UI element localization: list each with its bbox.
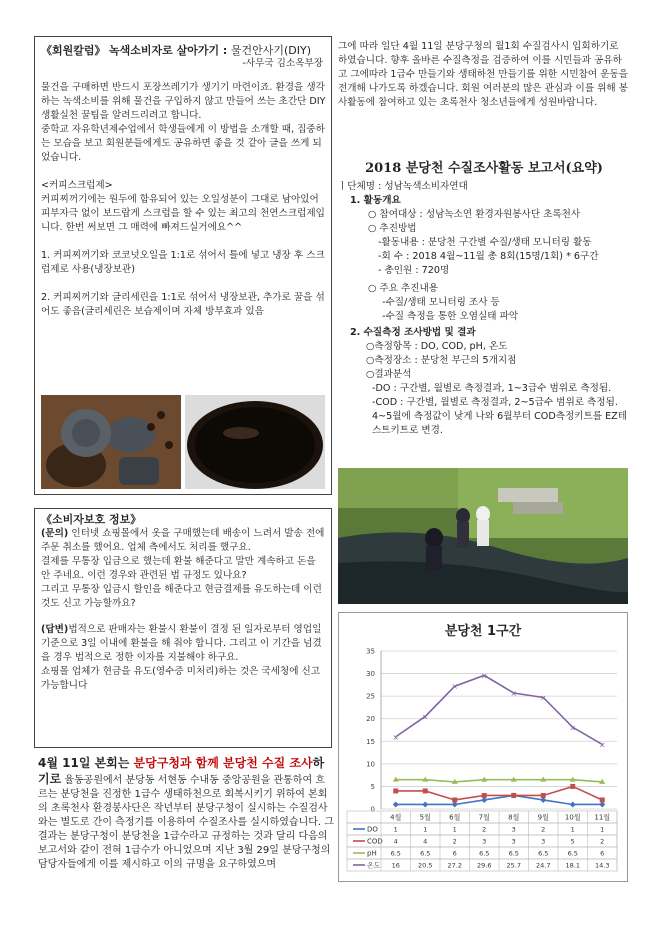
series-line (396, 675, 603, 744)
legend-label: 온도 (367, 861, 381, 870)
data-label: 3 (482, 837, 487, 846)
data-point (511, 793, 516, 798)
data-label: 1 (423, 825, 428, 834)
data-label: 20.5 (418, 861, 433, 870)
data-label: 6.5 (479, 849, 490, 858)
answer-label: (답변) (41, 624, 69, 635)
legend-label: DO (367, 825, 378, 834)
report-line: ○ 참여대상 : 성남녹소연 환경자원봉사단 초록천사 (368, 209, 581, 220)
data-label: 1 (570, 825, 575, 834)
data-point: × (598, 740, 606, 750)
data-point (393, 801, 399, 807)
data-point (600, 797, 605, 802)
data-label: 1 (393, 825, 398, 834)
section-title: 《소비자보호 정보》 (41, 513, 142, 526)
x-tick-label: 6월 (449, 813, 461, 822)
data-label: 6 (452, 849, 457, 858)
report-line: -회 수 : 2018 4월~11월 총 8회(15명/1회) * 6구간 (378, 251, 599, 262)
report-org: ㅣ단체명 : 성남녹색소비자연대 (338, 181, 468, 192)
report-heading-2: 2. 수질측정 조사방법 및 결과 (350, 327, 476, 338)
data-label: 3 (541, 837, 546, 846)
x-tick-label: 11월 (594, 813, 611, 822)
report-line: -활동내용 : 분당천 구간별 수질/생태 모니터링 활동 (378, 237, 592, 248)
data-point: × (451, 682, 459, 692)
report-line: ○측정항목 : DO, COD, pH, 온도 (366, 341, 508, 352)
legend-label: COD (367, 837, 383, 846)
data-point (482, 793, 487, 798)
data-point: × (569, 723, 577, 733)
question-label: (문의) (41, 528, 69, 539)
author: -사무국 김소옥부장 (242, 58, 323, 69)
data-point: × (480, 671, 488, 681)
x-tick-label: 8월 (508, 813, 520, 822)
data-label: 6.5 (390, 849, 401, 858)
stream-survey-photo (338, 468, 628, 604)
paragraph: <커피스크럽제> (41, 180, 113, 191)
data-label: 3 (511, 825, 516, 834)
paragraph: 1. 커피찌꺼기와 코코넛오일을 1:1로 섞어서 틀에 넣고 냉장 후 스크럽제로 사용(냉장보관) (41, 250, 325, 275)
answer-paragraph: 쇼핑몰 업체가 현금을 유도(영수증 미처리)하는 것은 국세청에 신고 가능합니다 (41, 666, 321, 691)
column-heading (41, 42, 327, 58)
paragraph: 물건을 구매하면 반드시 포장쓰레기가 생기기 마련이죠. 환경을 생각하는 녹색소비를 위해 물건을 구입하지 않고 만들어 쓰는 초간단 DIY생활실천 꿀팁을 알려드리려고 합니다. (41, 82, 326, 121)
article-body (41, 81, 327, 319)
question-paragraph (41, 527, 327, 555)
data-label: 6 (600, 849, 605, 858)
report-section (338, 160, 630, 438)
report-line: -수질 측정을 통한 오염실태 파악 (382, 311, 519, 322)
x-tick-label: 10월 (564, 813, 581, 822)
data-label: 1 (600, 825, 605, 834)
report-line: -DO : 구간별, 월별로 측정결과, 1~3급수 범위로 측정됨. (372, 383, 612, 394)
data-point: × (421, 712, 429, 722)
section-title: 《회원칼럼》 (41, 44, 106, 57)
data-label: 6.5 (420, 849, 431, 858)
report-line: ○ 주요 추진내용 (368, 283, 439, 294)
paragraph: 2. 커피찌꺼기와 글리세린을 1:1로 섞어서 냉장보관, 추가로 꿀을 섞어도 좋음(글리세린은 보습제이며 자체 방부효과 있음 (41, 292, 325, 317)
data-label: 16 (391, 861, 400, 870)
article-body: 율동공원에서 분당동 서현동 수내동 중앙공원을 관통하여 흐르는 분당천을 진정한 1급수 생태하천으로 회복시키기 위하여 본회의 초록천사 환경봉사단은 작년부터 분당구청이 실시하는 수질검사와는 별도로 간이 측정기를 이용하여 수질조사를 실시하였습니다. 그 결과는 분당구청이 분당천을 1급수라고 규정하는 것과 달리 다음의 보고서와 같이 전혀 1급수가 아니었으며 지난 3월 29일 분당구청의 담당자들에게 이를 제시하고 이의 규명을 요구하였으며 (38, 775, 334, 870)
article-title: 녹색소비자로 살아가기 : (109, 44, 228, 57)
data-point (570, 784, 575, 789)
data-label: 2 (541, 825, 546, 834)
right-column-text (338, 40, 628, 110)
data-point (570, 801, 576, 807)
question-paragraph: 그리고 무통장 입금시 할인을 해준다고 현금결제를 유도하는데 이런 것도 신고 가능할까요? (41, 584, 322, 609)
data-label: 4 (423, 837, 428, 846)
paragraph: 그에 따라 일단 4월 11일 분당구청의 월1회 수질검사시 입회하기로 하였습니다. 향후 올바른 수질측정을 검증하여 이를 시민들과 공유하고 그에따라 1급수 만들기와 생태하천 만들기를 위한 시민참여 운동을 전개해 나가도록 하겠습니다. 회원 여러분의 많은 관심과 이를 위해 봉사활동에 참여하고 있는 초록천사 청소년들에게 성원바랍니다. (338, 41, 628, 108)
question-paragraph: 결제를 무통장 입금으로 했는데 환불 해준다고 말만 계속하고 돈을 안 주네요. 이런 경우와 관련된 법 규정도 있나요? (41, 556, 316, 581)
data-label: 25.7 (506, 861, 521, 870)
series-layer (392, 671, 605, 807)
answer-text: 법적으로 판매자는 환불시 환불이 결정 된 일자로부터 영업일 기준으로 3일 이내에 환불을 해 줘야 합니다. 그리고 이 기간을 넘겼을 경우 법적으로 정한 이자를 지불해야 하구요. (41, 624, 322, 663)
x-tick-label: 4월 (390, 813, 402, 822)
member-column-box (34, 36, 332, 495)
y-tick-label: 25 (366, 692, 375, 701)
data-point (422, 801, 428, 807)
report-heading-1: 1. 활동개요 (350, 195, 401, 206)
data-point (423, 788, 428, 793)
data-label: 1 (452, 825, 457, 834)
y-tick-label: 30 (366, 670, 375, 679)
y-tick-label: 5 (370, 782, 375, 791)
data-label: 3 (511, 837, 516, 846)
lead-highlight: 분당구청과 함께 분당천 수질 조사 (133, 756, 313, 770)
report-title: 2018 분당천 수질조사활동 보고서(요약) (365, 161, 603, 176)
report-line: -수질/생태 모니터링 조사 등 (382, 297, 500, 308)
data-label: 29.6 (477, 861, 492, 870)
article-subtitle: 물건안사기(DIY) (230, 44, 311, 57)
question-text: 인터넷 쇼핑몰에서 옷을 구매했는데 배송이 느려서 발송 전에 주문 취소를 했어요. 업체 측에서도 처리를 했구요. (41, 528, 325, 553)
data-label: 27.2 (447, 861, 462, 870)
x-tick-label: 7월 (478, 813, 490, 822)
y-tick-label: 0 (370, 805, 375, 814)
data-label: 14.3 (595, 861, 610, 870)
data-label: 2 (452, 837, 457, 846)
data-table (347, 811, 617, 871)
report-line: ○ 추진방법 (368, 223, 417, 234)
consumer-info-box (34, 508, 332, 748)
paragraph: 커피찌꺼기에는 원두에 함유되어 있는 오일성분이 그대로 남아있어 피부자극 없이 보드랍게 스크럽을 할 수 있는 최고의 천연스크럽제입니다. 한번 써보면 그 매력에 빠져드실거에요^^ (41, 194, 325, 233)
article-paragraph (38, 756, 334, 872)
data-point (452, 797, 457, 802)
y-tick-label: 10 (366, 760, 375, 769)
data-label: 24.7 (536, 861, 551, 870)
coffee-scrub-photo (41, 395, 325, 489)
data-label: 18.1 (565, 861, 580, 870)
chart-title: 분당천 1구간 (444, 624, 522, 639)
report-line: - 총인원 : 720명 (378, 265, 450, 276)
x-tick-label: 5월 (419, 813, 431, 822)
data-label: 6.5 (508, 849, 519, 858)
data-label: 6.5 (538, 849, 549, 858)
data-label: 2 (482, 825, 487, 834)
data-label: 6.5 (567, 849, 578, 858)
data-point (393, 788, 398, 793)
legend-label: pH (367, 849, 377, 858)
report-line: ○측정장소 : 분당천 부근의 5개지점 (366, 355, 517, 366)
data-point: × (539, 693, 547, 703)
report-line: -COD : 구간별, 월별로 측정결과, 2~5급수 범위로 측정됨. 4~5월에 측정값이 낮게 나와 6월부터 COD측정키트를 EZ테스트키트로 변경. (372, 397, 628, 436)
data-point: × (510, 688, 518, 698)
y-tick-label: 35 (366, 647, 375, 656)
data-point (541, 793, 546, 798)
data-point: × (392, 732, 400, 742)
data-label: 2 (600, 837, 605, 846)
y-tick-label: 20 (366, 715, 375, 724)
data-label: 4 (393, 837, 398, 846)
x-tick-label: 9월 (537, 813, 549, 822)
water-survey-article (38, 756, 334, 872)
report-line: ○결과분석 (366, 369, 412, 380)
paragraph: 중학교 자유학년제수업에서 학생들에게 이 방법을 소개할 때, 집중하는 모습을 보고 회원분들에게도 공유하면 좋을 것 같아 글을 쓰게 되었습니다. (41, 124, 325, 163)
lead-text-2: 하기로 (38, 756, 325, 786)
y-tick-label: 15 (366, 737, 375, 746)
answer-paragraph (41, 623, 327, 665)
data-label: 5 (570, 837, 575, 846)
line-chart (339, 613, 627, 881)
chart-container (338, 612, 628, 882)
lead-text: 4월 11일 본회는 (38, 756, 134, 770)
